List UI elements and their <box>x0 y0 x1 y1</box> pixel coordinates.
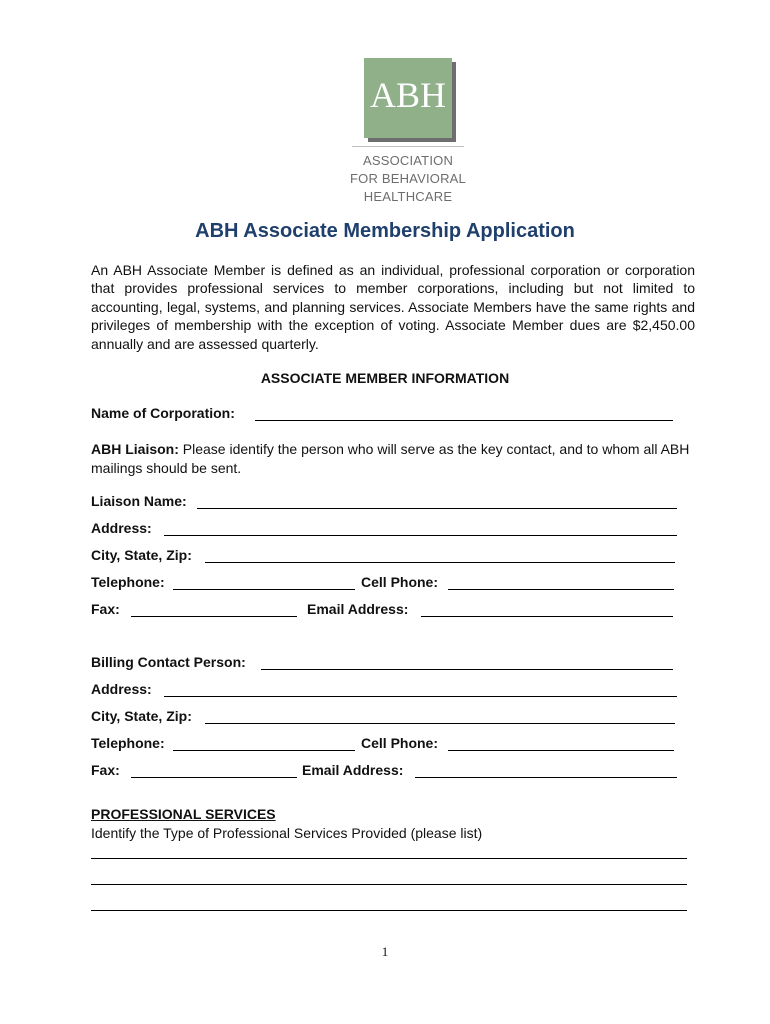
liaison-email-label: Email Address: <box>307 601 409 617</box>
billing-cell-label: Cell Phone: <box>361 735 439 751</box>
billing-fax-label: Fax: <box>91 762 120 778</box>
billing-telephone-field[interactable] <box>173 750 355 751</box>
billing-telephone-label: Telephone: <box>91 735 165 751</box>
logo-wordmark <box>340 152 476 206</box>
liaison-name-label: Liaison Name: <box>91 493 187 509</box>
liaison-telephone-field[interactable] <box>173 589 355 590</box>
professional-services-line-2[interactable] <box>91 884 687 885</box>
billing-address-field[interactable] <box>164 696 677 697</box>
billing-cell-field[interactable] <box>448 750 674 751</box>
billing-address-label: Address: <box>91 681 152 697</box>
associate-info-heading: ASSOCIATE MEMBER INFORMATION <box>260 370 510 386</box>
liaison-instructions <box>91 440 691 478</box>
professional-services-line-3[interactable] <box>91 910 687 911</box>
liaison-name-field[interactable] <box>197 508 677 509</box>
logo-initials: ABH <box>369 75 446 115</box>
liaison-text: Please identify the person who will serve as the key contact, and to whom all ABH mailings should be sent. <box>91 441 690 476</box>
billing-city-field[interactable] <box>205 723 675 724</box>
liaison-address-label: Address: <box>91 520 152 536</box>
professional-services-heading: PROFESSIONAL SERVICES <box>91 806 276 822</box>
billing-email-field[interactable] <box>415 777 677 778</box>
corporation-name-label: Name of Corporation: <box>91 405 235 421</box>
billing-city-label: City, State, Zip: <box>91 708 192 724</box>
page-number: 1 <box>381 944 389 959</box>
liaison-city-label: City, State, Zip: <box>91 547 192 563</box>
corporation-name-field[interactable] <box>255 420 673 421</box>
liaison-city-field[interactable] <box>205 562 675 563</box>
liaison-address-field[interactable] <box>164 535 677 536</box>
logo-text-line-2: FOR BEHAVIORAL <box>350 171 466 186</box>
billing-contact-label: Billing Contact Person: <box>91 654 246 670</box>
intro-paragraph: An ABH Associate Member is defined as an individual, professional corporation or corporation that provides professional services to member corporations, including but not limited to accounting, legal, systems, and planning services. Associate Members have the same rights and privileges of membership with the exception of voting. Associate Member dues are $2,450.00 annually and are assessed quarterly. <box>91 262 695 352</box>
logo-text-line-3: HEALTHCARE <box>363 189 453 204</box>
professional-services-description: Identify the Type of Professional Services Provided (please list) <box>91 825 483 841</box>
logo-text-line-1: ASSOCIATION <box>362 153 454 168</box>
billing-email-label: Email Address: <box>302 762 404 778</box>
liaison-email-field[interactable] <box>421 616 673 617</box>
liaison-fax-label: Fax: <box>91 601 120 617</box>
page-title: ABH Associate Membership Application <box>195 220 575 242</box>
billing-contact-field[interactable] <box>261 669 673 670</box>
liaison-cell-label: Cell Phone: <box>361 574 439 590</box>
logo-divider <box>352 146 464 147</box>
liaison-telephone-label: Telephone: <box>91 574 165 590</box>
liaison-fax-field[interactable] <box>131 616 297 617</box>
liaison-label: ABH Liaison: <box>91 441 179 457</box>
billing-fax-field[interactable] <box>131 777 297 778</box>
liaison-cell-field[interactable] <box>448 589 674 590</box>
abh-logo <box>364 58 452 138</box>
professional-services-line-1[interactable] <box>91 858 687 859</box>
